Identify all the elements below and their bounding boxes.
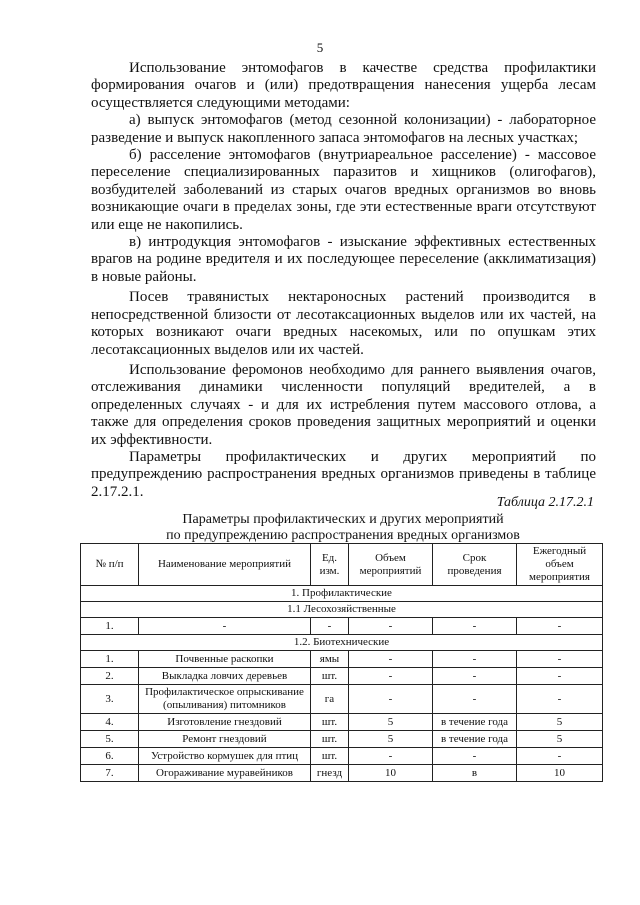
section-header: 1.2. Биотехнические [81, 635, 603, 651]
cell-term: в течение года [433, 714, 517, 731]
cell-num: 1. [81, 618, 139, 635]
column-header: Ежегодный объем мероприятия [517, 544, 603, 586]
cell-unit: га [311, 685, 349, 714]
paragraph: Посев травянистых нектароносных растений производится в непосредственной близости от лесотаксационных выделов или их частей, на которых возникают очаги вредных насекомых, или по опушкам этих лесотаксационных выделов или их частей. [91, 289, 596, 358]
paragraph: Использование энтомофагов в качестве средства профилактики формирования очагов и (или) предотвращения нанесения ущерба лесам осуществляется следующими методами: [91, 60, 596, 111]
cell-volume: - [349, 668, 433, 685]
cell-annual: - [517, 668, 603, 685]
cell-num: 6. [81, 748, 139, 765]
cell-num: 2. [81, 668, 139, 685]
measures-table [80, 543, 603, 782]
paragraph: б) расселение энтомофагов (внутриареальное расселение) - массовое переселение специализированных паразитов и хищников (олигофагов), возбудителей заболеваний из старых очагов вредных организмов во вновь возникающие очаги в пределах зоны, где эти естественные враги отсутствуют или еще не накопились. [91, 147, 596, 233]
cell-volume: - [349, 618, 433, 635]
table-row [81, 651, 603, 668]
cell-unit: шт. [311, 668, 349, 685]
cell-volume: 5 [349, 731, 433, 748]
cell-unit: ямы [311, 651, 349, 668]
table-label: Таблица 2.17.2.1 [496, 495, 594, 510]
cell-name: Изготовление гнездовий [139, 714, 311, 731]
table-title-line: по предупреждению распространения вредных организмов [166, 528, 520, 543]
cell-term: - [433, 748, 517, 765]
cell-annual: 5 [517, 731, 603, 748]
cell-volume: 5 [349, 714, 433, 731]
cell-num: 4. [81, 714, 139, 731]
paragraph: а) выпуск энтомофагов (метод сезонной колонизации) - лабораторное разведение и выпуск накопленного запаса энтомофагов на лесных участках; [91, 112, 596, 146]
paragraph: в) интродукция энтомофагов - изыскание эффективных естественных врагов на родине вредителя и их последующее переселение (акклиматизация) в новые районы. [91, 234, 596, 285]
cell-unit: шт. [311, 748, 349, 765]
cell-annual: - [517, 748, 603, 765]
cell-unit: шт. [311, 731, 349, 748]
cell-num: 1. [81, 651, 139, 668]
column-header: Ед. изм. [311, 544, 349, 586]
table-row [81, 731, 603, 748]
cell-name: Почвенные раскопки [139, 651, 311, 668]
table-row [81, 714, 603, 731]
cell-name: Выкладка ловчих деревьев [139, 668, 311, 685]
column-header: Объем мероприятий [349, 544, 433, 586]
cell-num: 3. [81, 685, 139, 714]
column-header: Наименование мероприятий [139, 544, 311, 586]
column-header: Срок проведения [433, 544, 517, 586]
cell-term: - [433, 618, 517, 635]
cell-term: в [433, 765, 517, 782]
cell-term: - [433, 651, 517, 668]
cell-volume: - [349, 748, 433, 765]
cell-volume: 10 [349, 765, 433, 782]
paragraph: Параметры профилактических и других мероприятий по предупреждению распространения вредных организмов приведены в таблице 2.17.2.1. [91, 448, 596, 500]
cell-name: Профилактическое опрыскивание (опыливания) питомников [139, 685, 311, 714]
page-number: 5 [316, 40, 324, 55]
cell-annual: - [517, 685, 603, 714]
table-header-row [81, 544, 603, 586]
table-row [81, 618, 603, 635]
cell-name: Ремонт гнездовий [139, 731, 311, 748]
cell-name: - [139, 618, 311, 635]
cell-annual: - [517, 651, 603, 668]
cell-unit: гнезд [311, 765, 349, 782]
cell-volume: - [349, 685, 433, 714]
table-title-line: Параметры профилактических и других мероприятий [182, 512, 504, 527]
cell-unit: шт. [311, 714, 349, 731]
table-title [82, 512, 604, 544]
table-row [81, 668, 603, 685]
cell-annual: - [517, 618, 603, 635]
cell-term: - [433, 668, 517, 685]
body-text [91, 60, 596, 501]
cell-num: 7. [81, 765, 139, 782]
cell-volume: - [349, 651, 433, 668]
table-row [81, 685, 603, 714]
paragraph: Использование феромонов необходимо для раннего выявления очагов, отслеживания динамики численности популяций вредителей, а в определенных случаях - и для их истребления путем массового отлова, а также для определения сроков проведения защитных мероприятий и оценки их эффективности. [91, 361, 596, 448]
cell-annual: 10 [517, 765, 603, 782]
column-header: № п/п [81, 544, 139, 586]
cell-term: в течение года [433, 731, 517, 748]
section-header: 1. Профилактические [81, 586, 603, 602]
cell-unit: - [311, 618, 349, 635]
cell-annual: 5 [517, 714, 603, 731]
cell-name: Устройство кормушек для птиц [139, 748, 311, 765]
cell-name: Огораживание муравейников [139, 765, 311, 782]
section-header: 1.1 Лесохозяйственные [81, 602, 603, 618]
table-row [81, 765, 603, 782]
table-row [81, 748, 603, 765]
cell-num: 5. [81, 731, 139, 748]
cell-term: - [433, 685, 517, 714]
